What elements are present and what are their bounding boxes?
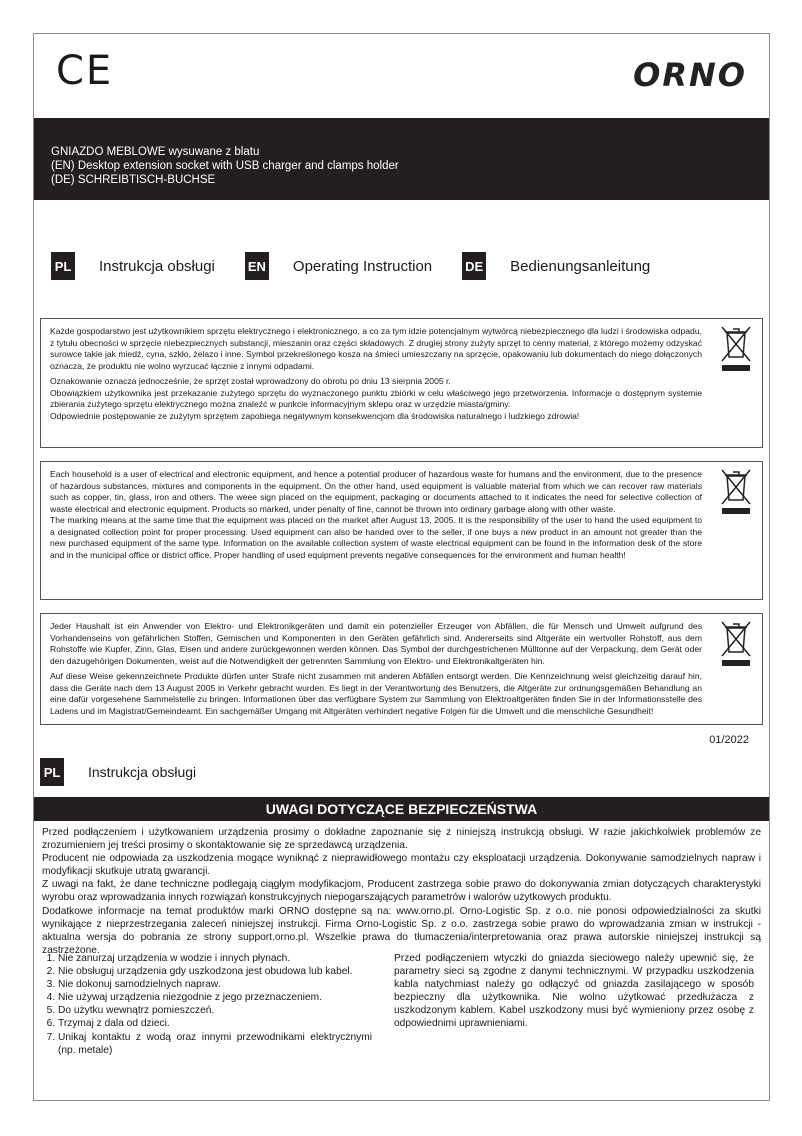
- weee-box-de: [40, 613, 763, 725]
- weee-en-p2: The marking means at the same time that the equipment was placed on the market after August 13, 2005. It is the responsibility of the user to hand the used equipment to a designated collection point for proper processing. Used equipment can also be handed over to the seller, if one buys a new product in an amount not greater than the new purchased equipment of the same type. Information on the available collection system of waste electrical equipment can be found in the information desk of the store and in the municipal office or district office. Proper handling of used equipment prevents negative consequences for the environment and human health!: [50, 515, 702, 560]
- intro-p2: Producent nie odpowiada za uszkodzenia mogące wyniknąć z nieprawidłowego montażu czy eksploatacji urządzenia. Dokonywanie samodzielnych napraw i modyfikacji skutkuje utratą gwarancji.: [42, 853, 761, 878]
- list-item: 7. Unikaj kontaktu z wodą oraz innymi przewodnikami elektrycznymi (np. metale): [58, 1031, 372, 1057]
- crossed-bin-icon: [720, 325, 752, 371]
- list-item: 5. Do użytku wewnątrz pomieszczeń.: [58, 1004, 372, 1017]
- orno-logo: ORNO: [633, 56, 747, 94]
- weee-en-p1: Each household is a user of electrical and electronic equipment, and hence a potential producer of hazardous waste for humans and the environment, due to the presence of hazardous substances, mixtures and components in the equipment. On the other hand, used equipment is valuable material from which we can recover raw materials such as copper, tin, glass, iron and others. The weee sign placed on the equipment, packaging or documents attached to it indicates the need for selective collection of waste electrical and electronic equipment. Products so marked, under penalty of fine, cannot be thrown into ordinary garbage along with other waste.: [50, 469, 702, 514]
- weee-pl-p4: Odpowiednie postępowanie ze zużytym sprzętem zapobiega negatywnym konsekwencjom dla środowiska naturalnego i ludzkiego zdrowia!: [50, 410, 580, 421]
- crossed-bin-icon: [720, 468, 752, 514]
- list-item: 6. Trzymaj z dala od dzieci.: [58, 1017, 372, 1030]
- lang-badge-pl: PL: [51, 252, 75, 280]
- safety-intro: [42, 826, 761, 957]
- list-item: 1. Nie zanurzaj urządzenia w wodzie i innych płynach.: [58, 952, 372, 965]
- ce-mark: CE: [56, 48, 114, 94]
- safety-columns: [42, 952, 761, 1057]
- document-page: [33, 33, 770, 1101]
- lang-label-pl: Instrukcja obsługi: [99, 257, 215, 275]
- revision-date: 01/2022: [709, 734, 749, 746]
- intro-p3: Z uwagi na fakt, że dane techniczne podlegają ciągłym modyfikacjom, Producent zastrzega sobie prawo do dokonywania zmian dotyczących charakterystyki wyrobu oraz wprowadzania innych rozwiązań konstrukcyjnych niepogarszających parametrów i walorów użytkowych produktu.: [42, 879, 761, 904]
- safety-heading: UWAGI DOTYCZĄCE BEZPIECZEŃSTWA: [34, 797, 769, 821]
- list-item: 2. Nie obsługuj urządzenia gdy uszkodzona jest obudowa lub kabel.: [58, 965, 372, 978]
- weee-pl-p3: Obowiązkiem użytkownika jest przekazanie zużytego sprzętu do wyznaczonego punktu zbiórki w celu właściwego jego przetworzenia. Informacje o dostępnym systemie zbierania zużytego sprzętu elektrycznego można znaleźć w punkcie informacyjnym sklepu oraz w urzędzie miasta/gminy.: [50, 387, 702, 409]
- weee-de-p2: Auf diese Weise gekennzeichnete Produkte dürfen unter Strafe nicht zusammen mit anderen Abfällen entsorgt werden. Die Kennzeichnung weist gleichzeitig darauf hin, dass die Geräte nach dem 13 August 2005 in Verkehr gebracht wurden. Es liegt in der Verantwortung des Benutzers, die Altgeräte zur ordnungsgemäßen Behandlung an eine dafür vorgesehene Sammelstelle zu bringen. Informationen über das verfügbare System zur Sammlung von Elektroaltgeräten finden Sie in der Informationsstelle des Ladens und im Magistrat/Gemeindeamt. Ein sachgemäßer Umgang mit Altgeräten verhindert negative Folgen für die Umwelt und die menschliche Gesundheit!: [50, 671, 702, 716]
- lang-label-de: Bedienungsanleitung: [510, 257, 651, 275]
- section-label: Instrukcja obsługi: [88, 764, 197, 780]
- plug-note: Przed podłączeniem wtyczki do gniazda sieciowego należy upewnić się, że parametry sieci są zgodne z danymi technicznymi. W przypadku uszkodzenia kabla natychmiast należy go odłączyć od gniazda zasilającego w sposób bezpieczny dla użytkownika. Nie wolno użytkować przedłużacza z uszkodzonym kablem. Kabel uszkodzony musi być wymieniony przez osobę z odpowiednimi uprawnieniami.: [394, 953, 754, 1030]
- section-language: [40, 758, 226, 786]
- weee-pl-p1: Każde gospodarstwo jest użytkownikiem sprzętu elektrycznego i elektronicznego, a co za tym idzie potencjalnym wytwórcą niebezpiecznego dla ludzi i środowiska odpadu, z tytułu obecności w sprzęcie niebezpiecznych substancji, mieszanin oraz części składowych. Z drugiej strony zużyty sprzęt to cenny materiał, z którego możemy odzyskać surowce takie jak miedź, cyna, szkło, żelazo i inne. Symbol przekreślonego kosza na śmieci umieszczany na sprzęcie, opakowaniu lub dokumentach do niego dołączonych oznacza, że produktu nie wolno wyrzucać łącznie z innymi odpadami.: [50, 326, 702, 371]
- weee-box-en: [40, 461, 763, 600]
- crossed-bin-icon: [720, 620, 752, 666]
- lang-badge-pl: PL: [40, 758, 64, 786]
- intro-p4: Dodatkowe informacje na temat produktów marki ORNO dostępne są na: www.orno.pl. Orno-Logistic Sp. z o.o. nie ponosi odpowiedzialności za skutki wynikające z nieprzestrzegania zaleceń niniejszej instrukcji. Firma Orno-Logistic Sp. z o.o. zastrzega sobie prawo do wprowadzania zmian w instrukcji - aktualna wersja do pobrania ze strony support.orno.pl. Wszelkie prawa do tłumaczenia/interpretowania oraz prawa autorskie niniejszej instrukcji są zastrzeżone.: [42, 905, 761, 956]
- lang-badge-de: DE: [462, 252, 486, 280]
- weee-de-p1: Jeder Haushalt ist ein Anwender von Elektro- und Elektronikgeräten und damit ein potenzieller Erzeuger von Abfällen, die für Mensch und Umwelt aufgrund des Vorhandenseins von gefährlichen Stoffen, Gemischen und Komponenten in den Geräten gefährlich sind. Andererseits sind Altgeräte ein wertvoller Rohstoff, aus dem Rohstoffe wie Kupfer, Zinn, Glas, Eisen und andere zurückgewonnen werden können. Das Symbol der durchgestrichenen Mülltonne auf der Verpackung, dem Gerät oder den dazugehörigen Dokumenten, weist auf die Notwendigkeit der getrennten Sammlung von Elektro- und Elektronikaltgeräten hin.: [50, 621, 702, 666]
- product-title-band: [34, 118, 769, 200]
- title-en: (EN) Desktop extension socket with USB charger and clamps holder: [51, 160, 399, 172]
- weee-box-pl: [40, 318, 763, 448]
- list-item: 3. Nie dokonuj samodzielnych napraw.: [58, 978, 372, 991]
- weee-pl-p2: Oznakowanie oznacza jednocześnie, że sprzęt został wprowadzony do obrotu po dniu 13 sierpnia 2005 r.: [50, 376, 451, 386]
- intro-p1: Przed podłączeniem i użytkowaniem urządzenia prosimy o dokładne zapoznanie się z niniejszą instrukcją obsługi. W razie jakichkolwiek problemów ze zrozumieniem jej treści prosimy o skontaktowanie się ze sprzedawcą urządzenia.: [42, 827, 761, 852]
- title-de: (DE) SCHREIBTISCH-BUCHSE: [51, 174, 216, 186]
- language-row: [51, 252, 680, 280]
- lang-label-en: Operating Instruction: [292, 257, 433, 275]
- list-item: 4. Nie używaj urządzenia niezgodnie z jego przeznaczeniem.: [58, 991, 372, 1004]
- safety-rules-list: [42, 952, 372, 1057]
- title-pl: GNIAZDO MEBLOWE wysuwane z blatu: [51, 146, 260, 158]
- lang-badge-en: EN: [245, 252, 269, 280]
